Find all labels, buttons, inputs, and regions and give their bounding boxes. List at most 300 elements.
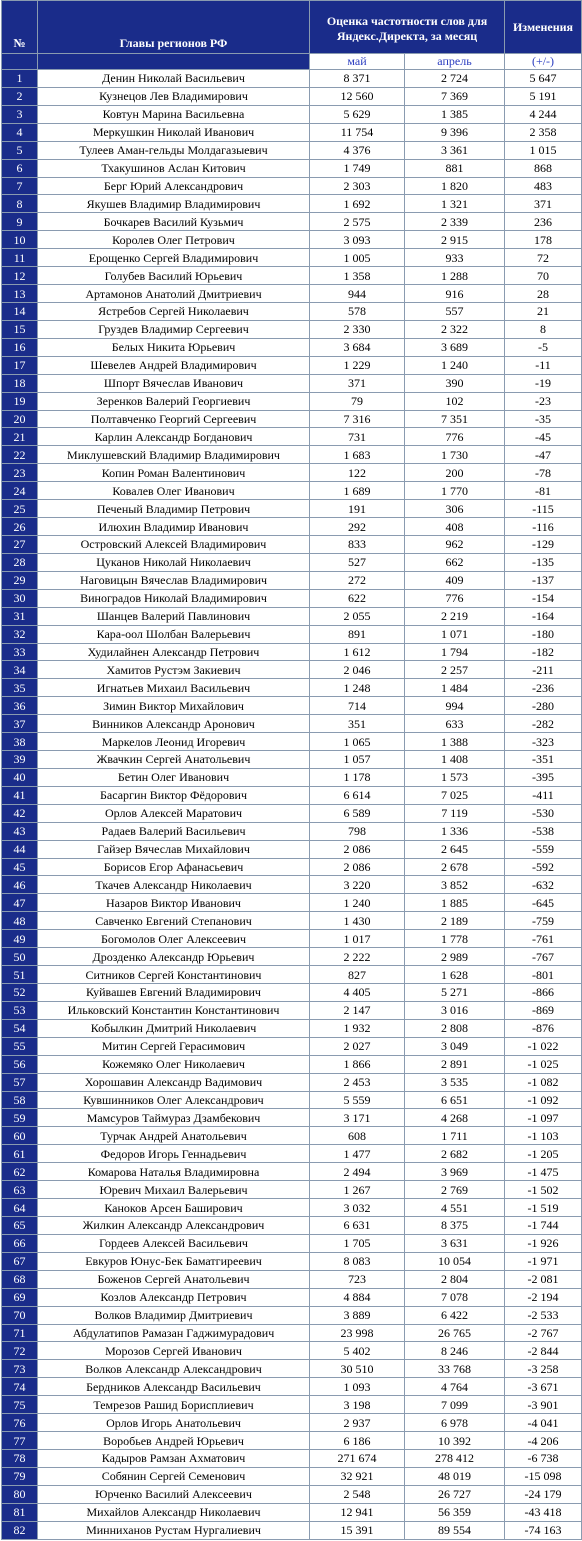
row-number: 81: [2, 1503, 38, 1521]
april-value: 1 336: [405, 822, 505, 840]
may-value: 2 027: [310, 1037, 405, 1055]
may-value: 1 692: [310, 195, 405, 213]
table-row: [2, 733, 582, 751]
change-value: -211: [505, 661, 582, 679]
row-number: 74: [2, 1378, 38, 1396]
change-value: -1 022: [505, 1037, 582, 1055]
row-number: 64: [2, 1199, 38, 1217]
table-row: [2, 141, 582, 159]
row-number: 24: [2, 482, 38, 500]
change-value: -1 103: [505, 1127, 582, 1145]
change-value: -538: [505, 822, 582, 840]
table-row: [2, 912, 582, 930]
may-value: 1 683: [310, 446, 405, 464]
may-value: 578: [310, 302, 405, 320]
row-number: 29: [2, 571, 38, 589]
row-number: 46: [2, 876, 38, 894]
change-value: 28: [505, 285, 582, 303]
april-value: 3 016: [405, 1001, 505, 1019]
row-number: 62: [2, 1163, 38, 1181]
change-value: 21: [505, 302, 582, 320]
row-number: 21: [2, 428, 38, 446]
table-row: [2, 1432, 582, 1450]
table-row: [2, 159, 582, 177]
subheader-may: май: [310, 54, 405, 70]
row-number: 43: [2, 822, 38, 840]
may-value: 1 430: [310, 912, 405, 930]
governor-name: Маркелов Леонид Игоревич: [38, 733, 310, 751]
april-value: 1 385: [405, 105, 505, 123]
table-row: [2, 464, 582, 482]
governor-name: Кобылкин Дмитрий Николаевич: [38, 1019, 310, 1037]
may-value: 6 631: [310, 1217, 405, 1235]
row-number: 57: [2, 1073, 38, 1091]
table-row: [2, 87, 582, 105]
governor-name: Кара-оол Шолбан Валерьевич: [38, 625, 310, 643]
row-number: 30: [2, 589, 38, 607]
row-number: 4: [2, 123, 38, 141]
april-value: 89 554: [405, 1521, 505, 1539]
table-row: [2, 876, 582, 894]
april-value: 3 969: [405, 1163, 505, 1181]
governor-name: Каноков Арсен Баширович: [38, 1199, 310, 1217]
may-value: 12 560: [310, 87, 405, 105]
change-value: 5 191: [505, 87, 582, 105]
april-value: 26 727: [405, 1485, 505, 1503]
row-number: 70: [2, 1306, 38, 1324]
april-value: 7 369: [405, 87, 505, 105]
may-value: 1 017: [310, 930, 405, 948]
change-value: 236: [505, 213, 582, 231]
april-value: 2 891: [405, 1055, 505, 1073]
may-value: 3 171: [310, 1109, 405, 1127]
may-value: 1 178: [310, 768, 405, 786]
governor-name: Евкуров Юнус-Бек Баматгиреевич: [38, 1252, 310, 1270]
table-row: [2, 697, 582, 715]
may-value: 1 267: [310, 1181, 405, 1199]
table-row: [2, 571, 582, 589]
may-value: 272: [310, 571, 405, 589]
governor-name: Куйвашев Евгений Владимирович: [38, 984, 310, 1002]
change-value: -2 194: [505, 1288, 582, 1306]
table-row: [2, 966, 582, 984]
may-value: 3 198: [310, 1396, 405, 1414]
april-value: 200: [405, 464, 505, 482]
table-row: [2, 1001, 582, 1019]
april-value: 2 989: [405, 948, 505, 966]
may-value: 1 749: [310, 159, 405, 177]
row-number: 60: [2, 1127, 38, 1145]
april-value: 633: [405, 715, 505, 733]
may-value: 2 086: [310, 840, 405, 858]
change-value: -1 097: [505, 1109, 582, 1127]
change-value: -5: [505, 338, 582, 356]
may-value: 3 684: [310, 338, 405, 356]
may-value: 6 186: [310, 1432, 405, 1450]
row-number: 78: [2, 1449, 38, 1467]
april-value: 4 268: [405, 1109, 505, 1127]
governor-name: Юрченко Василий Алексеевич: [38, 1485, 310, 1503]
may-value: 5 402: [310, 1342, 405, 1360]
row-number: 16: [2, 338, 38, 356]
governor-name: Волков Владимир Дмитриевич: [38, 1306, 310, 1324]
row-number: 18: [2, 374, 38, 392]
row-number: 51: [2, 966, 38, 984]
table-row: [2, 1163, 582, 1181]
change-value: -1 926: [505, 1234, 582, 1252]
change-value: -2 533: [505, 1306, 582, 1324]
april-value: 56 359: [405, 1503, 505, 1521]
may-value: 292: [310, 518, 405, 536]
row-number: 2: [2, 87, 38, 105]
change-value: -135: [505, 553, 582, 571]
row-number: 14: [2, 302, 38, 320]
table-row: [2, 1234, 582, 1252]
table-row: [2, 105, 582, 123]
april-value: 916: [405, 285, 505, 303]
change-value: -1 082: [505, 1073, 582, 1091]
governor-name: Козлов Александр Петрович: [38, 1288, 310, 1306]
april-value: 2 804: [405, 1270, 505, 1288]
change-value: -411: [505, 786, 582, 804]
change-value: -4 206: [505, 1432, 582, 1450]
governor-name: Белых Никита Юрьевич: [38, 338, 310, 356]
change-value: -182: [505, 643, 582, 661]
table-row: [2, 1252, 582, 1270]
april-value: 1 240: [405, 356, 505, 374]
table-row: [2, 500, 582, 518]
may-value: 2 453: [310, 1073, 405, 1091]
change-value: -866: [505, 984, 582, 1002]
april-value: 8 375: [405, 1217, 505, 1235]
april-value: 881: [405, 159, 505, 177]
april-value: 3 852: [405, 876, 505, 894]
change-value: -4 041: [505, 1414, 582, 1432]
april-value: 776: [405, 428, 505, 446]
row-number: 39: [2, 751, 38, 769]
governor-name: Бердников Александр Васильевич: [38, 1378, 310, 1396]
governor-name: Зимин Виктор Михайлович: [38, 697, 310, 715]
table-row: [2, 482, 582, 500]
may-value: 5 559: [310, 1091, 405, 1109]
governor-name: Карлин Александр Богданович: [38, 428, 310, 446]
governor-name: Ястребов Сергей Николаевич: [38, 302, 310, 320]
row-number: 55: [2, 1037, 38, 1055]
may-value: 32 921: [310, 1467, 405, 1485]
change-value: -645: [505, 894, 582, 912]
table-row: [2, 607, 582, 625]
table-row: [2, 1270, 582, 1288]
april-value: 1 820: [405, 177, 505, 195]
may-value: 1 705: [310, 1234, 405, 1252]
governor-name: Артамонов Анатолий Дмитриевич: [38, 285, 310, 303]
april-value: 1 408: [405, 751, 505, 769]
subheader-april: апрель: [405, 54, 505, 70]
row-number: 80: [2, 1485, 38, 1503]
change-value: -869: [505, 1001, 582, 1019]
may-value: 1 932: [310, 1019, 405, 1037]
change-value: -236: [505, 679, 582, 697]
subheader-name-blank: [38, 54, 310, 70]
table-row: [2, 302, 582, 320]
may-value: 12 941: [310, 1503, 405, 1521]
may-value: 191: [310, 500, 405, 518]
change-value: 1 015: [505, 141, 582, 159]
governor-name: Илюхин Владимир Иванович: [38, 518, 310, 536]
row-number: 49: [2, 930, 38, 948]
row-number: 65: [2, 1217, 38, 1235]
subheader-change-sign: (+/-): [505, 54, 582, 70]
row-number: 53: [2, 1001, 38, 1019]
governor-name: Собянин Сергей Семенович: [38, 1467, 310, 1485]
row-number: 68: [2, 1270, 38, 1288]
may-value: 1 005: [310, 249, 405, 267]
governor-name: Берг Юрий Александрович: [38, 177, 310, 195]
april-value: 1 778: [405, 930, 505, 948]
may-value: 3 032: [310, 1199, 405, 1217]
governor-name: Денин Николай Васильевич: [38, 70, 310, 88]
table-row: [2, 1109, 582, 1127]
change-value: -3 671: [505, 1378, 582, 1396]
row-number: 19: [2, 392, 38, 410]
may-value: 1 229: [310, 356, 405, 374]
may-value: 15 391: [310, 1521, 405, 1539]
governor-name: Жилкин Александр Александрович: [38, 1217, 310, 1235]
change-value: -1 519: [505, 1199, 582, 1217]
may-value: 11 754: [310, 123, 405, 141]
table-row: [2, 804, 582, 822]
row-number: 38: [2, 733, 38, 751]
april-value: 26 765: [405, 1324, 505, 1342]
change-value: -2 767: [505, 1324, 582, 1342]
row-number: 58: [2, 1091, 38, 1109]
row-number: 26: [2, 518, 38, 536]
governor-name: Шевелев Андрей Владимирович: [38, 356, 310, 374]
table-row: [2, 535, 582, 553]
april-value: 2 322: [405, 320, 505, 338]
april-value: 10 392: [405, 1432, 505, 1450]
table-row: [2, 715, 582, 733]
row-number: 67: [2, 1252, 38, 1270]
change-value: -1 025: [505, 1055, 582, 1073]
governor-name: Королев Олег Петрович: [38, 231, 310, 249]
subheader-row: [2, 54, 582, 70]
row-number: 63: [2, 1181, 38, 1199]
governor-name: Кадыров Рамзан Ахматович: [38, 1449, 310, 1467]
may-value: 122: [310, 464, 405, 482]
april-value: 3 535: [405, 1073, 505, 1091]
april-value: 662: [405, 553, 505, 571]
change-value: -767: [505, 948, 582, 966]
april-value: 2 189: [405, 912, 505, 930]
may-value: 1 866: [310, 1055, 405, 1073]
governor-name: Юревич Михаил Валерьевич: [38, 1181, 310, 1199]
table-row: [2, 374, 582, 392]
table-row: [2, 1288, 582, 1306]
may-value: 714: [310, 697, 405, 715]
change-value: -23: [505, 392, 582, 410]
may-value: 2 086: [310, 858, 405, 876]
row-number: 82: [2, 1521, 38, 1539]
row-number: 52: [2, 984, 38, 1002]
table-row: [2, 1449, 582, 1467]
change-value: -45: [505, 428, 582, 446]
table-row: [2, 1055, 582, 1073]
april-value: 2 257: [405, 661, 505, 679]
table-row: [2, 1199, 582, 1217]
governor-name: Мамсуров Таймураз Дзамбекович: [38, 1109, 310, 1127]
change-value: -1 744: [505, 1217, 582, 1235]
table-row: [2, 410, 582, 428]
row-number: 6: [2, 159, 38, 177]
governor-name: Волков Александр Александрович: [38, 1360, 310, 1378]
may-value: 731: [310, 428, 405, 446]
change-value: -74 163: [505, 1521, 582, 1539]
row-number: 36: [2, 697, 38, 715]
may-value: 2 222: [310, 948, 405, 966]
may-value: 1 248: [310, 679, 405, 697]
governor-name: Гайзер Вячеслав Михайлович: [38, 840, 310, 858]
governor-name: Боженов Сергей Анатольевич: [38, 1270, 310, 1288]
row-number: 47: [2, 894, 38, 912]
row-number: 15: [2, 320, 38, 338]
governor-name: Копин Роман Валентинович: [38, 464, 310, 482]
row-number: 28: [2, 553, 38, 571]
table-row: [2, 1378, 582, 1396]
may-value: 723: [310, 1270, 405, 1288]
april-value: 2 339: [405, 213, 505, 231]
table-row: [2, 1037, 582, 1055]
change-value: -180: [505, 625, 582, 643]
row-number: 9: [2, 213, 38, 231]
governor-name: Хорошавин Александр Вадимович: [38, 1073, 310, 1091]
governor-name: Печеный Владимир Петрович: [38, 500, 310, 518]
table-row: [2, 625, 582, 643]
change-value: -592: [505, 858, 582, 876]
row-number: 31: [2, 607, 38, 625]
april-value: 4 764: [405, 1378, 505, 1396]
change-value: 5 647: [505, 70, 582, 88]
row-number: 3: [2, 105, 38, 123]
table-row: [2, 195, 582, 213]
governor-name: Ковтун Марина Васильевна: [38, 105, 310, 123]
change-value: -43 418: [505, 1503, 582, 1521]
april-value: 2 645: [405, 840, 505, 858]
table-row: [2, 1145, 582, 1163]
governor-name: Савченко Евгений Степанович: [38, 912, 310, 930]
may-value: 2 330: [310, 320, 405, 338]
april-value: 409: [405, 571, 505, 589]
governors-frequency-table: [1, 0, 582, 1540]
change-value: -2 081: [505, 1270, 582, 1288]
april-value: 776: [405, 589, 505, 607]
change-value: -35: [505, 410, 582, 428]
governor-name: Наговицын Вячеслав Владимирович: [38, 571, 310, 589]
governor-name: Михайлов Александр Николаевич: [38, 1503, 310, 1521]
row-number: 77: [2, 1432, 38, 1450]
row-number: 22: [2, 446, 38, 464]
april-value: 1 885: [405, 894, 505, 912]
row-number: 42: [2, 804, 38, 822]
row-number: 50: [2, 948, 38, 966]
table-row: [2, 751, 582, 769]
may-value: 6 614: [310, 786, 405, 804]
may-value: 1 612: [310, 643, 405, 661]
governor-name: Островский Алексей Владимирович: [38, 535, 310, 553]
april-value: 2 682: [405, 1145, 505, 1163]
may-value: 2 937: [310, 1414, 405, 1432]
governor-name: Темрезов Рашид Борисплиевич: [38, 1396, 310, 1414]
may-value: 79: [310, 392, 405, 410]
row-number: 48: [2, 912, 38, 930]
may-value: 527: [310, 553, 405, 571]
table-row: [2, 320, 582, 338]
table-row: [2, 285, 582, 303]
may-value: 4 376: [310, 141, 405, 159]
table-row: [2, 356, 582, 374]
may-value: 2 548: [310, 1485, 405, 1503]
change-value: -81: [505, 482, 582, 500]
may-value: 23 998: [310, 1324, 405, 1342]
change-value: -1 475: [505, 1163, 582, 1181]
change-value: -759: [505, 912, 582, 930]
april-value: 7 025: [405, 786, 505, 804]
governor-name: Полтавченко Георгий Сергеевич: [38, 410, 310, 428]
table-row: [2, 930, 582, 948]
table-row: [2, 858, 582, 876]
change-value: -1 502: [505, 1181, 582, 1199]
change-value: -115: [505, 500, 582, 518]
may-value: 1 093: [310, 1378, 405, 1396]
may-value: 1 057: [310, 751, 405, 769]
may-value: 2 055: [310, 607, 405, 625]
april-value: 10 054: [405, 1252, 505, 1270]
governor-name: Радаев Валерий Васильевич: [38, 822, 310, 840]
may-value: 3 093: [310, 231, 405, 249]
change-value: -19: [505, 374, 582, 392]
april-value: 408: [405, 518, 505, 536]
may-value: 3 889: [310, 1306, 405, 1324]
table-row: [2, 643, 582, 661]
change-value: 8: [505, 320, 582, 338]
april-value: 1 573: [405, 768, 505, 786]
governor-name: Игнатьев Михаил Васильевич: [38, 679, 310, 697]
row-number: 73: [2, 1360, 38, 1378]
row-number: 56: [2, 1055, 38, 1073]
april-value: 9 396: [405, 123, 505, 141]
table-row: [2, 1181, 582, 1199]
change-value: -876: [505, 1019, 582, 1037]
row-number: 1: [2, 70, 38, 88]
april-value: 933: [405, 249, 505, 267]
row-number: 54: [2, 1019, 38, 1037]
table-row: [2, 1306, 582, 1324]
change-value: -11: [505, 356, 582, 374]
change-value: 371: [505, 195, 582, 213]
table-row: [2, 1396, 582, 1414]
table-row: [2, 428, 582, 446]
table-row: [2, 1521, 582, 1539]
april-value: 1 770: [405, 482, 505, 500]
governor-name: Федоров Игорь Геннадьевич: [38, 1145, 310, 1163]
change-value: -801: [505, 966, 582, 984]
april-value: 1 484: [405, 679, 505, 697]
governor-name: Борисов Егор Афанасьевич: [38, 858, 310, 876]
table-row: [2, 1414, 582, 1432]
april-value: 3 689: [405, 338, 505, 356]
governor-name: Якушев Владимир Владимирович: [38, 195, 310, 213]
table-body: [2, 70, 582, 1540]
